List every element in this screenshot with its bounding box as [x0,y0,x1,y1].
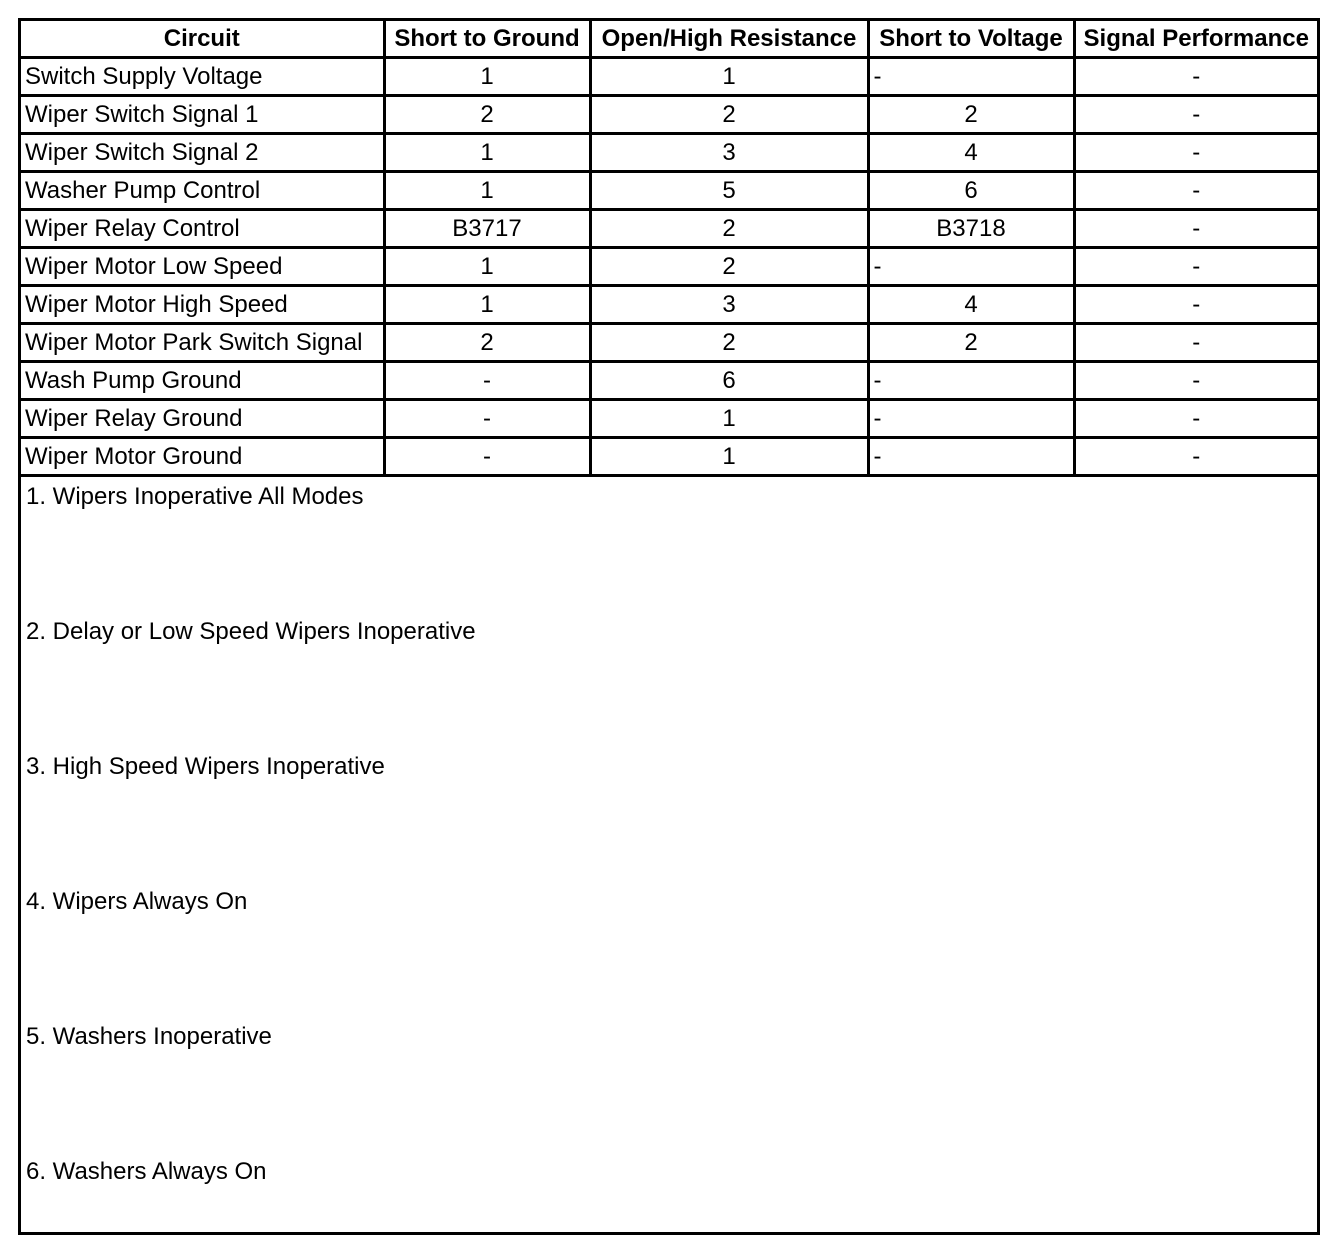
short-to-voltage-cell: 2 [868,96,1074,134]
short-to-voltage-cell: 6 [868,172,1074,210]
signal-performance-cell: - [1074,248,1317,286]
short-to-ground-cell: 1 [384,286,590,324]
symptom-notes [21,477,1317,1195]
short-to-voltage-cell: 4 [868,134,1074,172]
open-high-resistance-cell: 1 [590,438,868,476]
short-to-voltage-cell: 2 [868,324,1074,362]
short-to-ground-cell: 1 [384,248,590,286]
circuit-cell: Wiper Motor Park Switch Signal [21,324,384,362]
signal-performance-cell: - [1074,286,1317,324]
open-high-resistance-cell: 2 [590,248,868,286]
note-item: 3. High Speed Wipers Inoperative [26,753,385,780]
table-row [21,438,1317,476]
circuit-cell: Wiper Motor Low Speed [21,248,384,286]
circuit-cell: Wiper Motor Ground [21,438,384,476]
short-to-ground-cell: B3717 [384,210,590,248]
open-high-resistance-cell: 3 [590,286,868,324]
signal-performance-cell: - [1074,438,1317,476]
circuit-cell: Wash Pump Ground [21,362,384,400]
table-row [21,324,1317,362]
short-to-voltage-cell: - [868,248,1074,286]
circuit-cell: Wiper Relay Ground [21,400,384,438]
short-to-voltage-cell: - [868,362,1074,400]
short-to-voltage-cell: B3718 [868,210,1074,248]
open-high-resistance-cell: 6 [590,362,868,400]
signal-performance-cell: - [1074,134,1317,172]
signal-performance-cell: - [1074,210,1317,248]
circuit-fault-table [21,21,1317,477]
header-signal-performance: Signal Performance [1074,21,1317,58]
note-item: 1. Wipers Inoperative All Modes [26,483,364,510]
short-to-voltage-cell: 4 [868,286,1074,324]
short-to-ground-cell: 2 [384,96,590,134]
short-to-voltage-cell: - [868,58,1074,96]
short-to-ground-cell: - [384,400,590,438]
short-to-ground-cell: 1 [384,134,590,172]
signal-performance-cell: - [1074,96,1317,134]
short-to-ground-cell: - [384,438,590,476]
table-row [21,172,1317,210]
note-item: 6. Washers Always On [26,1158,267,1185]
open-high-resistance-cell: 2 [590,210,868,248]
table-row [21,58,1317,96]
open-high-resistance-cell: 3 [590,134,868,172]
table-row [21,362,1317,400]
header-row [21,21,1317,58]
short-to-ground-cell: 2 [384,324,590,362]
header-short-to-ground: Short to Ground [384,21,590,58]
fault-table-sheet [18,18,1320,1235]
table-row [21,248,1317,286]
header-open-high-resistance: Open/High Resistance [590,21,868,58]
circuit-cell: Washer Pump Control [21,172,384,210]
table-row [21,134,1317,172]
circuit-cell: Wiper Relay Control [21,210,384,248]
note-item: 4. Wipers Always On [26,888,248,915]
header-short-to-voltage: Short to Voltage [868,21,1074,58]
circuit-cell: Wiper Switch Signal 1 [21,96,384,134]
table-row [21,96,1317,134]
open-high-resistance-cell: 5 [590,172,868,210]
short-to-voltage-cell: - [868,438,1074,476]
short-to-ground-cell: - [384,362,590,400]
signal-performance-cell: - [1074,400,1317,438]
note-item: 2. Delay or Low Speed Wipers Inoperative [26,618,476,645]
signal-performance-cell: - [1074,362,1317,400]
open-high-resistance-cell: 1 [590,58,868,96]
short-to-voltage-cell: - [868,400,1074,438]
short-to-ground-cell: 1 [384,58,590,96]
short-to-ground-cell: 1 [384,172,590,210]
open-high-resistance-cell: 2 [590,324,868,362]
signal-performance-cell: - [1074,324,1317,362]
signal-performance-cell: - [1074,58,1317,96]
note-item: 5. Washers Inoperative [26,1023,272,1050]
signal-performance-cell: - [1074,172,1317,210]
circuit-cell: Wiper Motor High Speed [21,286,384,324]
circuit-cell: Switch Supply Voltage [21,58,384,96]
circuit-cell: Wiper Switch Signal 2 [21,134,384,172]
open-high-resistance-cell: 1 [590,400,868,438]
header-circuit: Circuit [21,21,384,58]
open-high-resistance-cell: 2 [590,96,868,134]
table-row [21,400,1317,438]
table-row [21,210,1317,248]
table-row [21,286,1317,324]
